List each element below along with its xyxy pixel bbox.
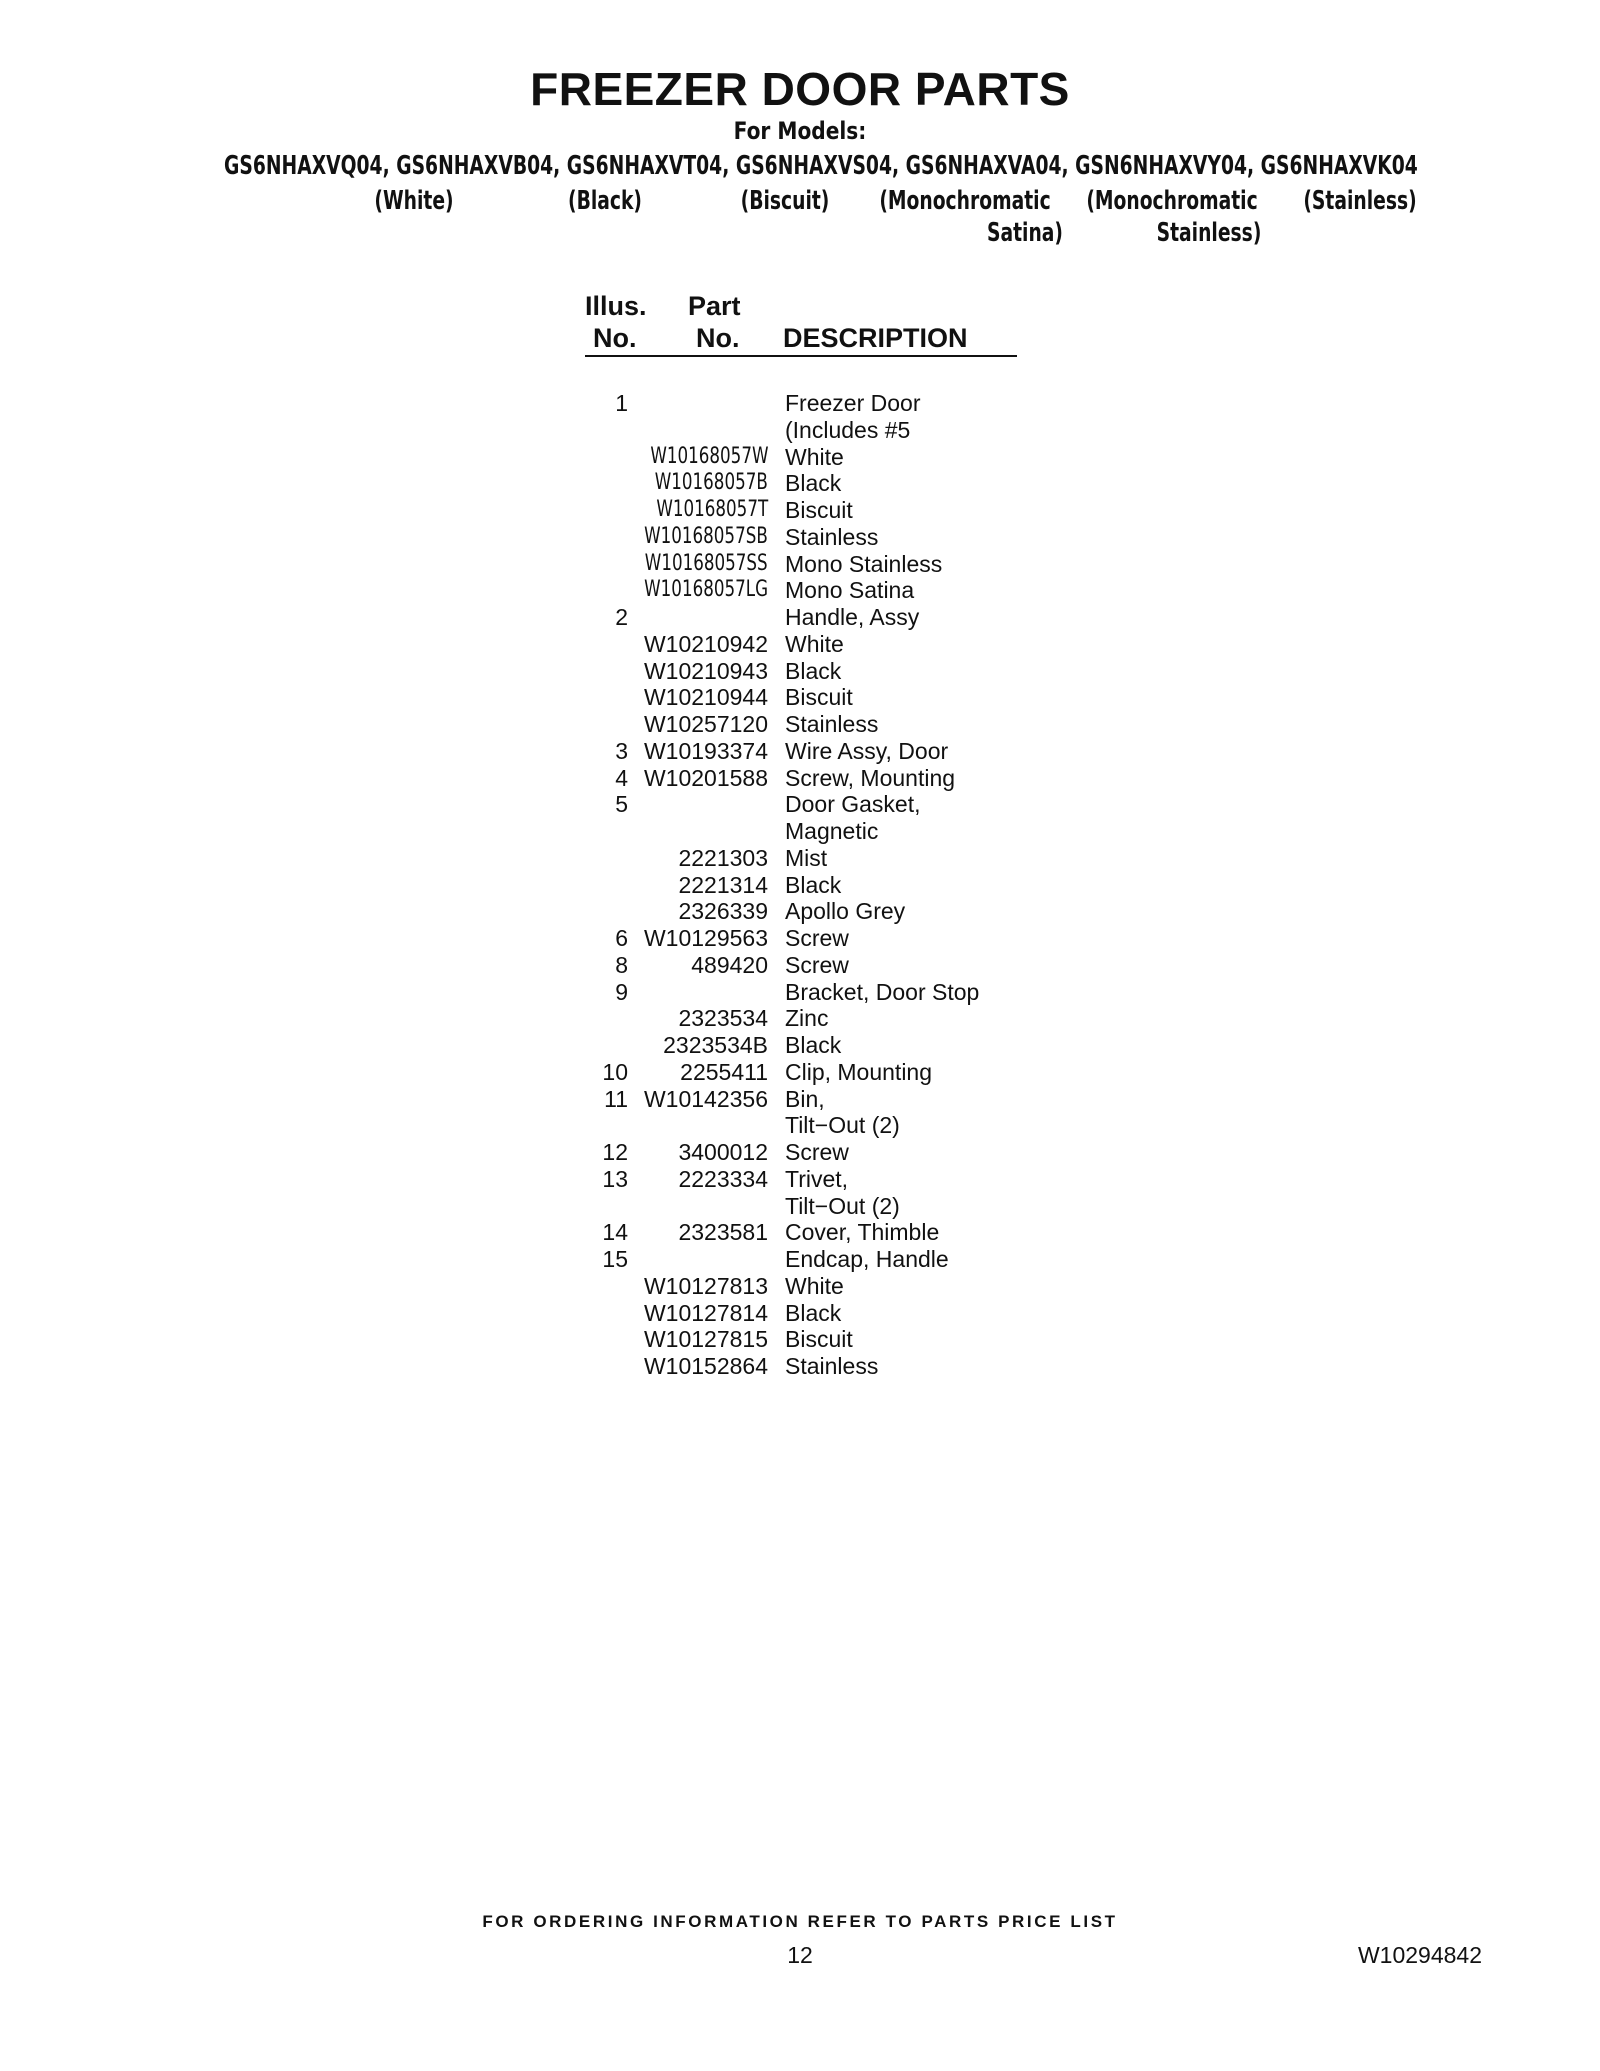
table-row xyxy=(0,925,1600,952)
part-header-top: Part xyxy=(688,291,741,321)
table-row xyxy=(0,791,1600,818)
part-description: (Includes #5 xyxy=(785,416,911,443)
part-description: Biscuit xyxy=(785,684,853,711)
table-row xyxy=(0,524,1600,551)
part-number: 2323581 xyxy=(678,1219,768,1246)
illus-number: 3 xyxy=(615,737,628,764)
part-description: Biscuit xyxy=(785,497,853,523)
header-rule xyxy=(585,355,1017,357)
variant-stainless: (Stainless) xyxy=(1303,186,1417,216)
table-row xyxy=(0,1139,1600,1166)
variant-white: (White) xyxy=(374,186,454,216)
table-row xyxy=(0,1112,1600,1139)
table-row xyxy=(0,872,1600,899)
table-row xyxy=(0,470,1600,497)
part-description: Magnetic xyxy=(785,818,879,844)
table-row xyxy=(0,1300,1600,1327)
illus-number: 12 xyxy=(602,1139,628,1165)
part-description: Stainless xyxy=(785,523,879,550)
table-row xyxy=(0,845,1600,872)
table-row xyxy=(0,898,1600,925)
part-number: W10168057SB xyxy=(644,523,768,549)
table-row xyxy=(0,979,1600,1006)
part-number: 2323534 xyxy=(678,1005,768,1032)
table-row xyxy=(0,417,1600,444)
table-row xyxy=(0,684,1600,711)
illus-number: 9 xyxy=(615,978,628,1005)
part-description: Stainless xyxy=(785,711,879,737)
part-description: Black xyxy=(785,871,842,898)
table-row xyxy=(0,1273,1600,1300)
illus-number: 8 xyxy=(615,951,628,978)
part-description: Screw xyxy=(785,951,849,978)
table-row xyxy=(0,818,1600,845)
illus-number: 15 xyxy=(602,1246,628,1272)
part-description: Screw xyxy=(785,925,849,951)
description-header: DESCRIPTION xyxy=(783,323,968,353)
part-description: Mono Satina xyxy=(785,577,915,604)
part-number: W10168057W xyxy=(649,443,768,469)
part-number: W10257120 xyxy=(643,711,768,737)
part-number: W10168057T xyxy=(656,497,768,522)
table-row xyxy=(0,1246,1600,1273)
part-number: W10201588 xyxy=(643,764,768,791)
table-row xyxy=(0,497,1600,524)
illus-number: 10 xyxy=(602,1058,628,1085)
part-description: Stainless xyxy=(785,1353,879,1379)
table-row xyxy=(0,1005,1600,1032)
part-description: Door Gasket, xyxy=(785,791,921,818)
table-row xyxy=(0,738,1600,765)
variant-mono-stainless-line2: Stainless) xyxy=(1156,218,1262,248)
variant-black: (Black) xyxy=(568,186,642,216)
table-row xyxy=(0,952,1600,979)
part-description: Handle, Assy xyxy=(785,604,920,630)
part-description: Black xyxy=(785,1299,842,1326)
table-row xyxy=(0,1326,1600,1353)
part-description: Wire Assy, Door xyxy=(785,737,949,764)
illus-number: 4 xyxy=(615,764,628,791)
illus-number: 13 xyxy=(602,1165,628,1192)
part-description: White xyxy=(785,1272,844,1299)
parts-list xyxy=(0,390,1600,1380)
part-header-bottom: No. xyxy=(696,323,740,353)
page-title: FREEZER DOOR PARTS xyxy=(530,63,1070,115)
document-number: W10294842 xyxy=(1357,1942,1482,1968)
part-description: Black xyxy=(785,657,842,684)
table-row xyxy=(0,390,1600,417)
part-number: 2221314 xyxy=(678,871,768,898)
part-description: Biscuit xyxy=(785,1326,853,1353)
table-row xyxy=(0,444,1600,471)
part-number: 2223334 xyxy=(678,1165,768,1192)
part-number: W10127813 xyxy=(643,1272,768,1299)
model-numbers: GS6NHAXVQ04, GS6NHAXVB04, GS6NHAXVT04, GS6NHAXVS04, GS6NHAXVA04, GSN6NHAXVY04, GS6NHAXVK04 xyxy=(224,151,1418,181)
part-number: W10193374 xyxy=(643,737,768,764)
table-row xyxy=(0,1032,1600,1059)
table-row xyxy=(0,765,1600,792)
table-row xyxy=(0,1059,1600,1086)
part-description: Tilt−Out (2) xyxy=(785,1192,900,1219)
illus-number: 11 xyxy=(604,1085,628,1112)
part-description: Black xyxy=(785,1032,842,1058)
table-row xyxy=(0,1193,1600,1220)
part-number: W10168057B xyxy=(654,470,768,496)
variant-biscuit: (Biscuit) xyxy=(740,186,830,216)
part-description: Screw xyxy=(785,1139,849,1165)
ordering-note: FOR ORDERING INFORMATION REFER TO PARTS PRICE LIST xyxy=(482,1912,1118,1931)
part-number: W10168057SS xyxy=(645,550,768,576)
part-description: Endcap, Handle xyxy=(785,1246,949,1272)
part-description: White xyxy=(785,630,844,657)
part-description: Tilt−Out (2) xyxy=(785,1112,900,1139)
illus-header-top: Illus. xyxy=(585,291,647,321)
part-description: Zinc xyxy=(785,1005,829,1032)
part-description: Mono Stainless xyxy=(785,550,943,577)
table-row xyxy=(0,1219,1600,1246)
table-row xyxy=(0,1086,1600,1113)
part-number: W10129563 xyxy=(643,925,768,951)
part-description: Clip, Mounting xyxy=(785,1058,933,1085)
table-row xyxy=(0,1353,1600,1380)
part-number: 3400012 xyxy=(678,1139,768,1165)
table-row xyxy=(0,658,1600,685)
part-description: White xyxy=(785,443,844,470)
part-number: W10142356 xyxy=(643,1085,768,1112)
part-description: Freezer Door xyxy=(785,390,921,416)
illus-number: 6 xyxy=(615,925,628,951)
part-description: Bin, xyxy=(785,1085,825,1112)
part-number: 2221303 xyxy=(678,844,768,871)
variant-mono-stainless-line1: (Monochromatic xyxy=(1086,186,1258,216)
part-description: Apollo Grey xyxy=(785,898,906,925)
table-row xyxy=(0,711,1600,738)
part-number: 489420 xyxy=(691,951,768,978)
illus-number: 5 xyxy=(615,791,628,818)
table-row xyxy=(0,604,1600,631)
part-description: Screw, Mounting xyxy=(785,764,956,791)
part-description: Mist xyxy=(785,844,828,871)
part-number: 2255411 xyxy=(680,1058,768,1085)
part-number: 2323534B xyxy=(663,1032,768,1058)
illus-number: 14 xyxy=(602,1219,628,1246)
part-number: 2326339 xyxy=(678,898,768,925)
table-row xyxy=(0,631,1600,658)
part-number: W10210944 xyxy=(643,684,768,711)
part-description: Trivet, xyxy=(785,1165,849,1192)
illus-header-bottom: No. xyxy=(593,323,637,353)
variant-mono-satina-line2: Satina) xyxy=(986,218,1064,248)
table-row xyxy=(0,577,1600,604)
part-description: Cover, Thimble xyxy=(785,1219,940,1246)
part-number: W10210942 xyxy=(643,630,768,657)
table-row xyxy=(0,1166,1600,1193)
table-row xyxy=(0,551,1600,578)
part-number: W10210943 xyxy=(643,657,768,684)
part-description: Bracket, Door Stop xyxy=(785,978,980,1005)
illus-number: 2 xyxy=(615,604,628,630)
variant-mono-satina-line1: (Monochromatic xyxy=(879,186,1051,216)
part-number: W10168057LG xyxy=(644,577,768,603)
page-number: 12 xyxy=(787,1942,813,1968)
part-description: Black xyxy=(785,470,842,497)
illus-number: 1 xyxy=(615,390,628,416)
for-models-label: For Models: xyxy=(733,117,867,145)
part-number: W10127814 xyxy=(643,1299,768,1326)
part-number: W10152864 xyxy=(643,1353,768,1379)
part-number: W10127815 xyxy=(643,1326,768,1353)
